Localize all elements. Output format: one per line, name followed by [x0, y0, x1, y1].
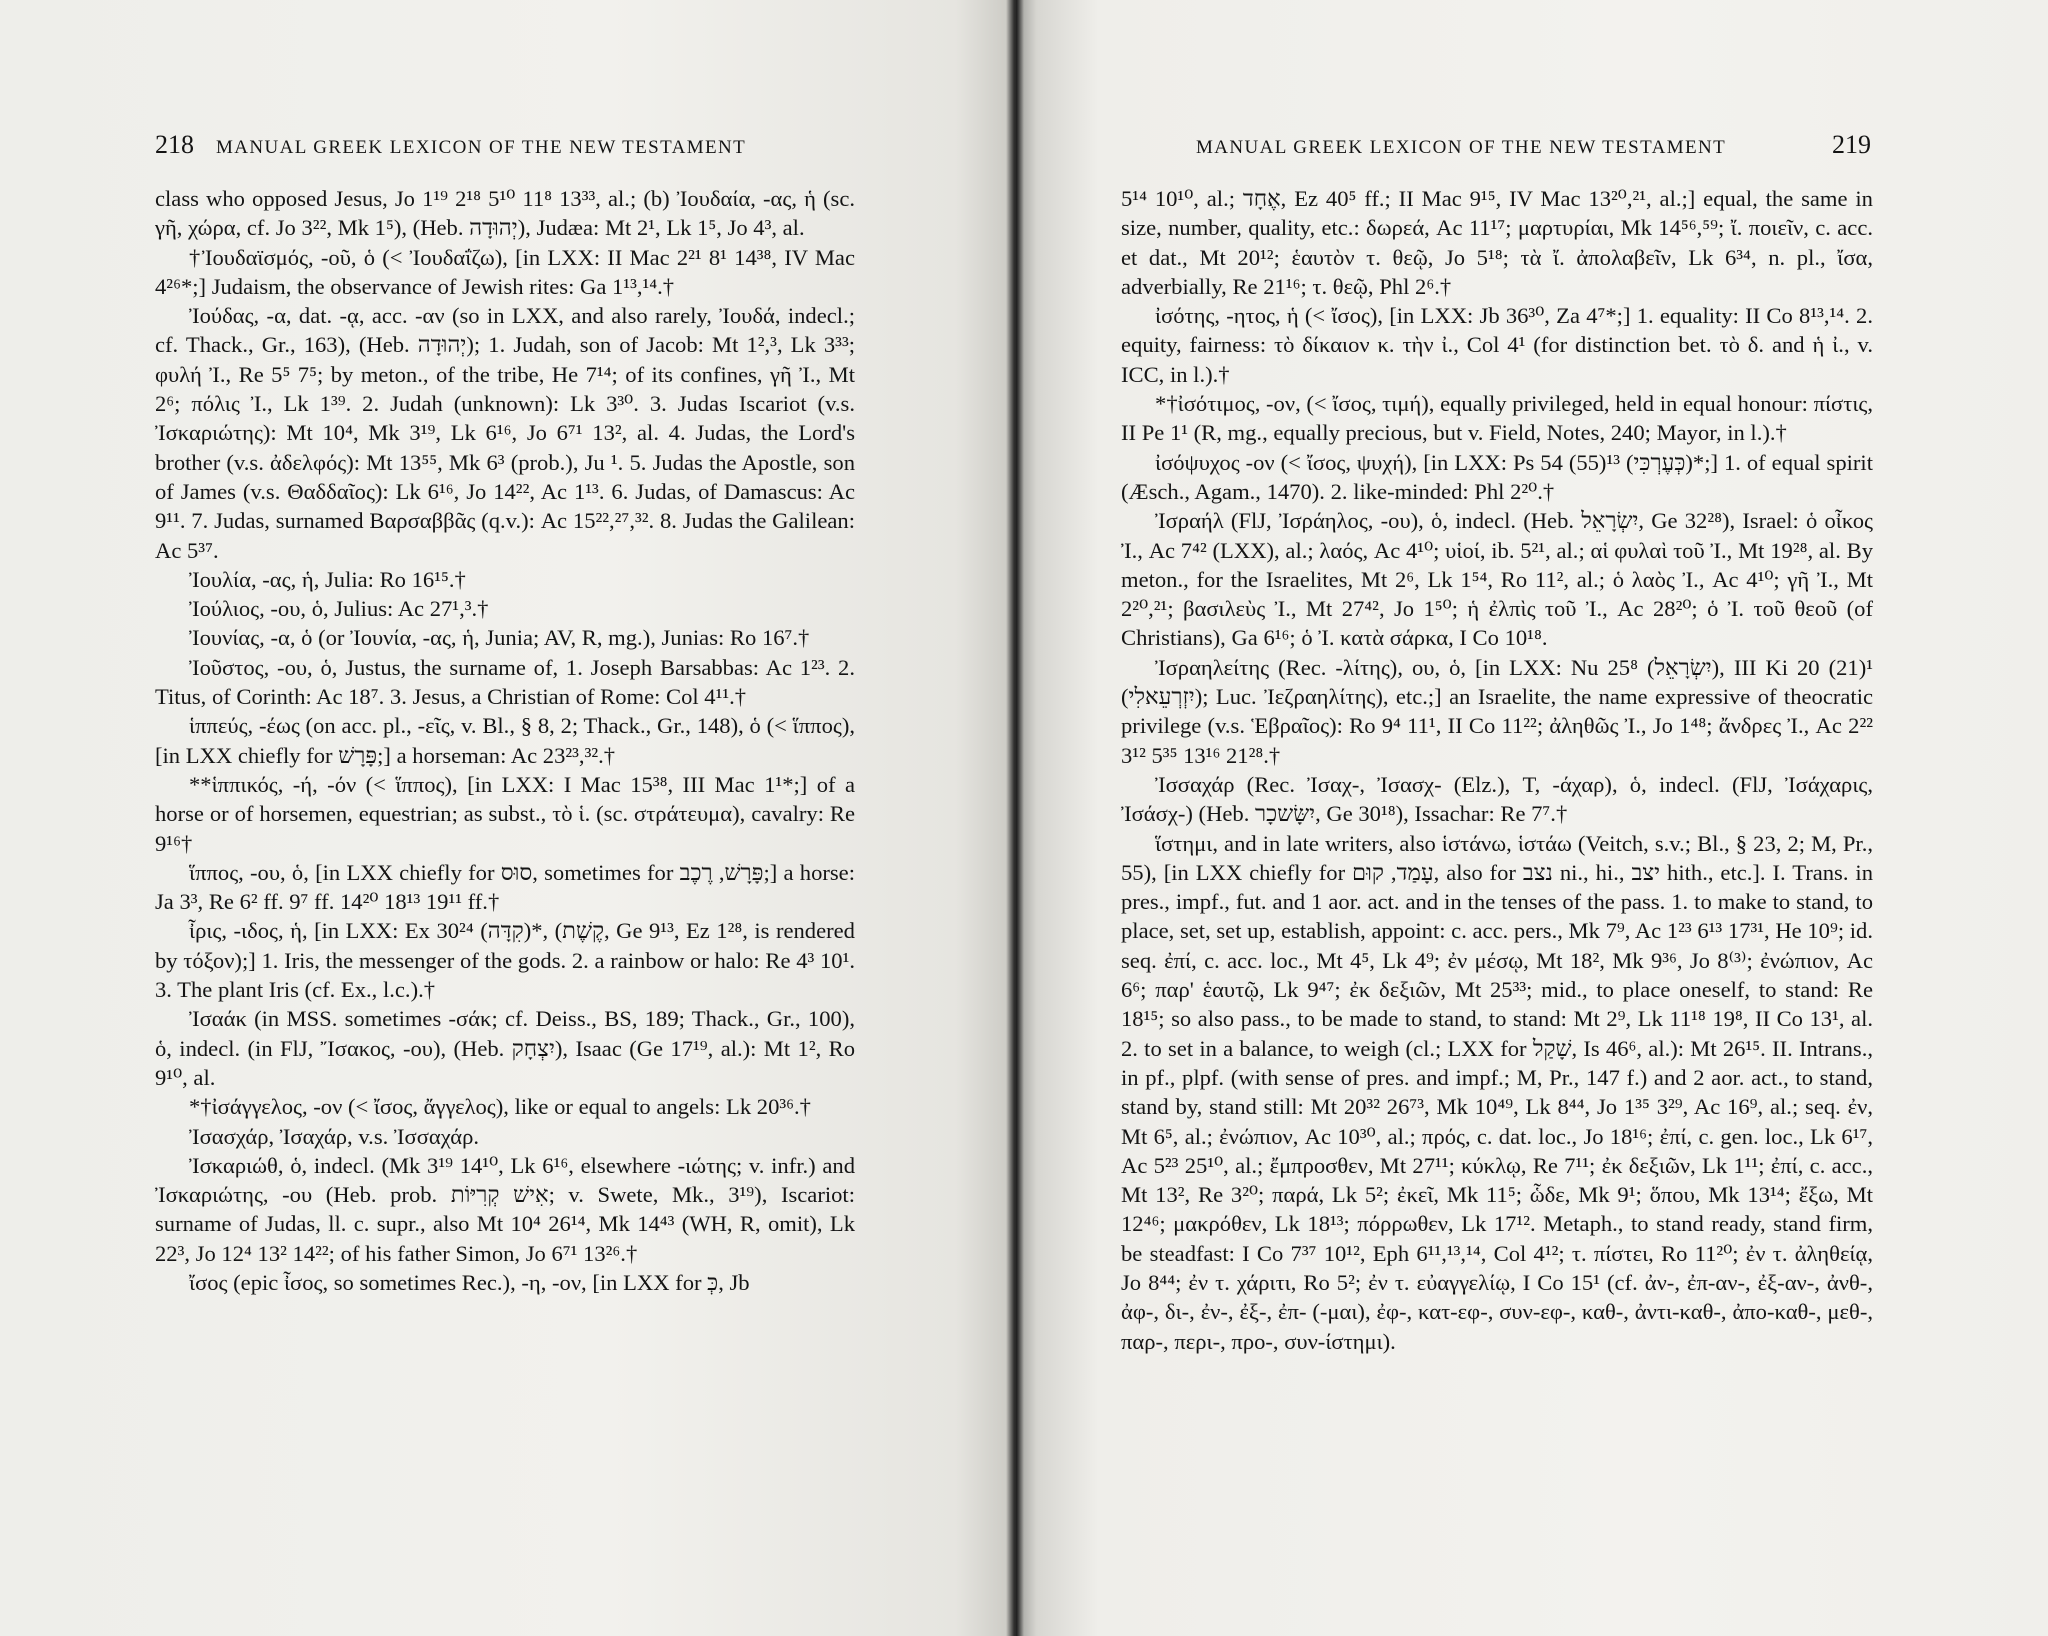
entry-ioulios: Ἰούλιος, -ου, ὁ, Julius: Ac 27¹,³.†	[189, 596, 489, 622]
entry-isos: ἴσος (epic ἶσος, so sometimes Rec.), -η, -ον, [in LXX for כְּ, Jb	[189, 1269, 750, 1295]
entry-ioulia: Ἰουλία, -ας, ἡ, Julia: Ro 16¹⁵.†	[189, 566, 466, 592]
right-running-title: MANUAL GREEK LEXICON OF THE NEW TESTAMENT	[1196, 137, 1727, 158]
left-page	[0, 0, 1016, 1636]
entry-isaak: Ἰσαάκ (in MSS. sometimes -σάκ; cf. Deiss., BS, 189; Thack., Gr., 100), ὁ, indecl. (in FlJ, Ἴσακος, -ου), (Heb. יִצְחָק), Isaac (Ge 17¹⁹, al.): Mt 1², Ro 9¹⁰, al.	[155, 1006, 855, 1090]
left-running-title: MANUAL GREEK LEXICON OF THE NEW TESTAMENT	[216, 137, 747, 158]
left-page-number: 218	[155, 130, 194, 159]
entry-israeleites: Ἰσραηλείτης (Rec. -λίτης), ου, ὁ, [in LXX: Nu 25⁸ (יִשְׂרָאֵל), III Ki 20 (21)¹ (יִזְרְעֵאלִי); Luc. Ἰεζραηλίτης), etc.;] an Israelite, the name expressive of theocratic privilege (v.s. Ἑβραῖος): Ro 9⁴ 11¹, II Co 11²²; ἀληθῶς Ἰ., Jo 1⁴⁸; ἄνδρες Ἰ., Ac 2²² 3¹² 5³⁵ 13¹⁶ 21²⁸.†	[1121, 654, 1873, 768]
right-running-head	[1196, 130, 1871, 160]
entry-isopsychos: ἰσόψυχος -ον (< ἴσος, ψυχή), [in LXX: Ps 54 (55)¹³ (כְּעֶרְכִּי)*;] 1. of equal spirit (Æsch., Agam., 1470). 2. like-minded: Phl 2²⁰.†	[1121, 449, 1873, 504]
left-running-head	[155, 130, 855, 160]
entry-isaschar: Ἰσασχάρ, Ἰσαχάρ, v.s. Ἰσσαχάρ.	[189, 1123, 480, 1149]
entry-hippeus: ἱππεύς, -έως (on acc. pl., -εῖς, v. Bl., § 8, 2; Thack., Gr., 148), ὁ (< ἵππος), [in LXX chiefly for פָּרָשׁ;] a horseman: Ac 23²³,³².†	[155, 713, 855, 768]
book-gutter	[1006, 0, 1024, 1636]
entry-isotimos: *†ἰσότιμος, -ον, (< ἴσος, τιμή), equally privileged, held in equal honour: πίστις, II Pe 1¹ (R, mg., equally precious, but v. Field, Notes, 240; Mayor, in l.).†	[1121, 391, 1873, 446]
entry-isangelos: *†ἰσάγγελος, -ον (< ἴσος, ἄγγελος), like or equal to angels: Lk 20³⁶.†	[189, 1094, 811, 1120]
entry-iris: ἶρις, -ιδος, ἡ, [in LXX: Ex 30²⁴ (קִדָּה)*, (קֶשֶׁת, Ge 9¹³, Ez 1²⁸, is rendered by τόξον);] 1. Iris, the messenger of the gods. 2. a rainbow or halo: Re 4³ 10¹. 3. The plant Iris (cf. Ex., l.c.).†	[155, 918, 855, 1003]
entry-hippikos: **ἱππικός, -ή, -όν (< ἵππος), [in LXX: I Mac 15³⁸, III Mac 1¹*;] of a horse or of horsemen, equestrian; as subst., τὸ ἱ. (sc. στράτευμα), cavalry: Re 9¹⁶†	[155, 771, 855, 856]
entry-isos-continuation: 5¹⁴ 10¹⁰, al.; אֶחָד, Ez 40⁵ ff.; II Mac 9¹⁵, IV Mac 13²⁰,²¹, al.;] equal, the same in size, number, quality, etc.: δωρεά, Ac 11¹⁷; μαρτυρίαι, Mk 14⁵⁶,⁵⁹; ἴ. ποιεῖν, c. acc. et dat., Mt 20¹²; ἑαυτὸν τ. θεῷ, Jo 5¹⁸; τὰ ἴ. ἀπολαβεῖν, Lk 6³⁴, n. pl., ἴσα, adverbially, Re 21¹⁶; τ. θεῷ, Phl 2⁶.†	[1121, 186, 1873, 299]
entry-issachar: Ἰσσαχάρ (Rec. Ἰσαχ-, Ἰσασχ- (Elz.), T, -άχαρ), ὁ, indecl. (FlJ, Ἰσάχαρις, Ἰσάσχ-) (Heb. יִשָּׂשכָר, Ge 30¹⁸), Issachar: Re 7⁷.†	[1121, 771, 1873, 827]
entry-isotes: ἰσότης, -ητος, ἡ (< ἴσος), [in LXX: Jb 36³⁰, Za 4⁷*;] 1. equality: II Co 8¹³,¹⁴. 2. equity, fairness: τὸ δίκαιον κ. τὴν ἰ., Col 4¹ (for distinction bet. τὸ δ. and ἡ ἰ., v. ICC, in l.).†	[1121, 303, 1873, 387]
right-page	[1016, 0, 2048, 1636]
entry-ioustos: Ἰοῦστος, -ου, ὁ, Justus, the surname of, 1. Joseph Barsabbas: Ac 1²³. 2. Titus, of Corinth: Ac 18⁷. 3. Jesus, a Christian of Rome: Col 4¹¹.†	[155, 654, 855, 710]
right-page-number: 219	[1832, 130, 1871, 159]
entry-iskarioth: Ἰσκαριώθ, ὁ, indecl. (Mk 3¹⁹ 14¹⁰, Lk 6¹⁶, elsewhere -ιώτης; v. infr.) and Ἰσκαριώτης, -ου (Heb. prob. אִישׁ קְרִיּוֹת; v. Swete, Mk., 3¹⁹), Iscariot: surname of Judas, ll. c. supr., also Mt 10⁴ 26¹⁴, Mk 14⁴³ (WH, R, omit), Lk 22³, Jo 12⁴ 13² 14²²; of his father Simon, Jo 6⁷¹ 13²⁶.†	[155, 1152, 855, 1266]
entry-iounias: Ἰουνίας, -α, ὁ (or Ἰουνία, -ας, ἡ, Junia; AV, R, mg.), Junias: Ro 16⁷.†	[189, 625, 810, 651]
entry-hippos: ἵππος, -ου, ὁ, [in LXX chiefly for סוּס, sometimes for פָּרָשׁ, רֶכֶב;] a horse: Ja 3³, Re 6² ff. 9⁷ ff. 14²⁰ 18¹³ 19¹¹ ff.†	[155, 859, 855, 915]
right-text-column	[1121, 184, 1873, 1356]
entry-ioudaismos: †Ἰουδαϊσμός, -οῦ, ὁ (< Ἰουδαΐζω), [in LXX: II Mac 2²¹ 8¹ 14³⁸, IV Mac 4²⁶*;] Judaism, the observance of Jewish rites: Ga 1¹³,¹⁴.†	[155, 244, 855, 299]
entry-israel: Ἰσραήλ (FlJ, Ἰσράηλος, -ου), ὁ, indecl. (Heb. יִשְׂרָאֵל, Ge 32²⁸), Israel: ὁ οἶκος Ἰ., Ac 7⁴² (LXX), al.; λαός, Ac 4¹⁰; υἱοί, ib. 5²¹, al.; αἱ φυλαὶ τοῦ Ἰ., Mt 19²⁸, al. By meton., for the Israelites, Mt 2⁶, Lk 1⁵⁴, Ro 11², al.; ὁ λαὸς Ἰ., Ac 4¹⁰; γῆ Ἰ., Mt 2²⁰,²¹; βασιλεὺς Ἰ., Mt 27⁴², Jo 1⁵⁰; ἡ ἐλπὶς τοῦ Ἰ., Ac 28²⁰; ὁ Ἰ. τοῦ θεοῦ (of Christians), Ga 6¹⁶; ὁ Ἰ. κατὰ σάρκα, I Co 10¹⁸.	[1121, 508, 1873, 651]
left-text-column	[155, 184, 855, 1297]
entry-ioudas: Ἰούδας, -α, dat. -ᾳ, acc. -αν (so in LXX, and also rarely, Ἰουδά, indecl.; cf. Thack., Gr., 163), (Heb. יְהוּדָה); 1. Judah, son of Jacob: Mt 1²,³, Lk 3³³; φυλή Ἰ., Re 5⁵ 7⁵; by meton., of the tribe, He 7¹⁴; of its confines, γῆ Ἰ., Mt 2⁶; πόλις Ἰ., Lk 1³⁹. 2. Judah (unknown): Lk 3³⁰. 3. Judas Iscariot (v.s. Ἰσκαριώτης): Mt 10⁴, Mk 3¹⁹, Lk 6¹⁶, Jo 6⁷¹ 13², al. 4. Judas, the Lord's brother (v.s. ἀδελφός): Mt 13⁵⁵, Mk 6³ (prob.), Ju ¹. 5. Judas the Apostle, son of James (v.s. Θαδδαῖος): Lk 6¹⁶, Jo 14²², Ac 1¹³. 6. Judas, of Damascus: Ac 9¹¹. 7. Judas, surnamed Βαρσαββᾶς (q.v.): Ac 15²²,²⁷,³². 8. Judas the Galilean: Ac 5³⁷.	[155, 303, 855, 563]
entry-histemi: ἵστημι, and in late writers, also ἱστάνω, ἱστάω (Veitch, s.v.; Bl., § 23, 2; M, Pr., 55), [in LXX chiefly for עָמַד, קוּם, also for נצב ni., hi., יצב hith., etc.]. I. Trans. in pres., impf., fut. and 1 aor. act. and in the tenses of the pass. 1. to make to stand, to place, set, set up, establish, appoint: c. acc. pers., Mk 7⁹, Ac 1²³ 6¹³ 17³¹, He 10⁹; id. seq. ἐπί, c. acc. loc., Mt 4⁵, Lk 4⁹; ἐν μέσῳ, Mt 18², Mk 9³⁶, Jo 8⁽³⁾; ἐνώπιον, Ac 6⁶; παρ' ἑαυτῷ, Lk 9⁴⁷; ἐκ δεξιῶν, Mt 25³³; mid., to place oneself, to stand: Re 18¹⁵; so also pass., to be made to stand, to stand: Mt 2⁹, Lk 11¹⁸ 19⁸, II Co 13¹, al. 2. to set in a balance, to weigh (cl.; LXX for שָׁקַל, Is 46⁶, al.): Mt 26¹⁵. II. Intrans., in pf., plpf. (with sense of pres. and impf.; M, Pr., 147 f.) and 2 aor. act., to stand, stand by, stand still: Mt 20³² 26⁷³, Mk 10⁴⁹, Lk 8⁴⁴, Jo 1³⁵ 3²⁹, Ac 16⁹, al.; seq. ἐν, Mt 6⁵, al.; ἐνώπιον, Ac 10³⁰, al.; πρός, c. dat. loc., Jo 18¹⁶; ἐπί, c. gen. loc., Lk 6¹⁷, Ac 5²³ 25¹⁰, al.; ἔμπροσθεν, Mt 27¹¹; κύκλῳ, Re 7¹¹; ἐκ δεξιῶν, Lk 1¹¹; ἐπί, c. acc., Mt 13², Re 3²⁰; παρά, Lk 5²; ἐκεῖ, Mk 11⁵; ὧδε, Mk 9¹; ὅπου, Mk 13¹⁴; ἔξω, Mt 12⁴⁶; μακρόθεν, Lk 18¹³; πόρρωθεν, Lk 17¹². Metaph., to stand ready, stand firm, be steadfast: I Co 7³⁷ 10¹², Eph 6¹¹,¹³,¹⁴, Col 4¹²; τ. πίστει, Ro 11²⁰; ἐν τ. ἀληθείᾳ, Jo 8⁴⁴; ἐν τ. χάριτι, Ro 5²; ἐν τ. εὐαγγελίῳ, I Co 15¹ (cf. ἀν-, ἐπ-αν-, ἐξ-αν-, ἀνθ-, ἀφ-, δι-, ἐν-, ἐξ-, ἐπ- (-μαι), ἐφ-, κατ-εφ-, συν-εφ-, καθ-, ἀντι-καθ-, ἀπο-καθ-, μεθ-, παρ-, περι-, προ-, συν-ίστημι).	[1121, 830, 1873, 1354]
entry-continuation: class who opposed Jesus, Jo 1¹⁹ 2¹⁸ 5¹⁰ 11⁸ 13³³, al.; (b) Ἰουδαία, -ας, ἡ (sc. γῆ, χώρα, cf. Jo 3²², Mk 1⁵), (Heb. יְהוּדָה), Judæa: Mt 2¹, Lk 1⁵, Jo 4³, al.	[155, 186, 855, 241]
